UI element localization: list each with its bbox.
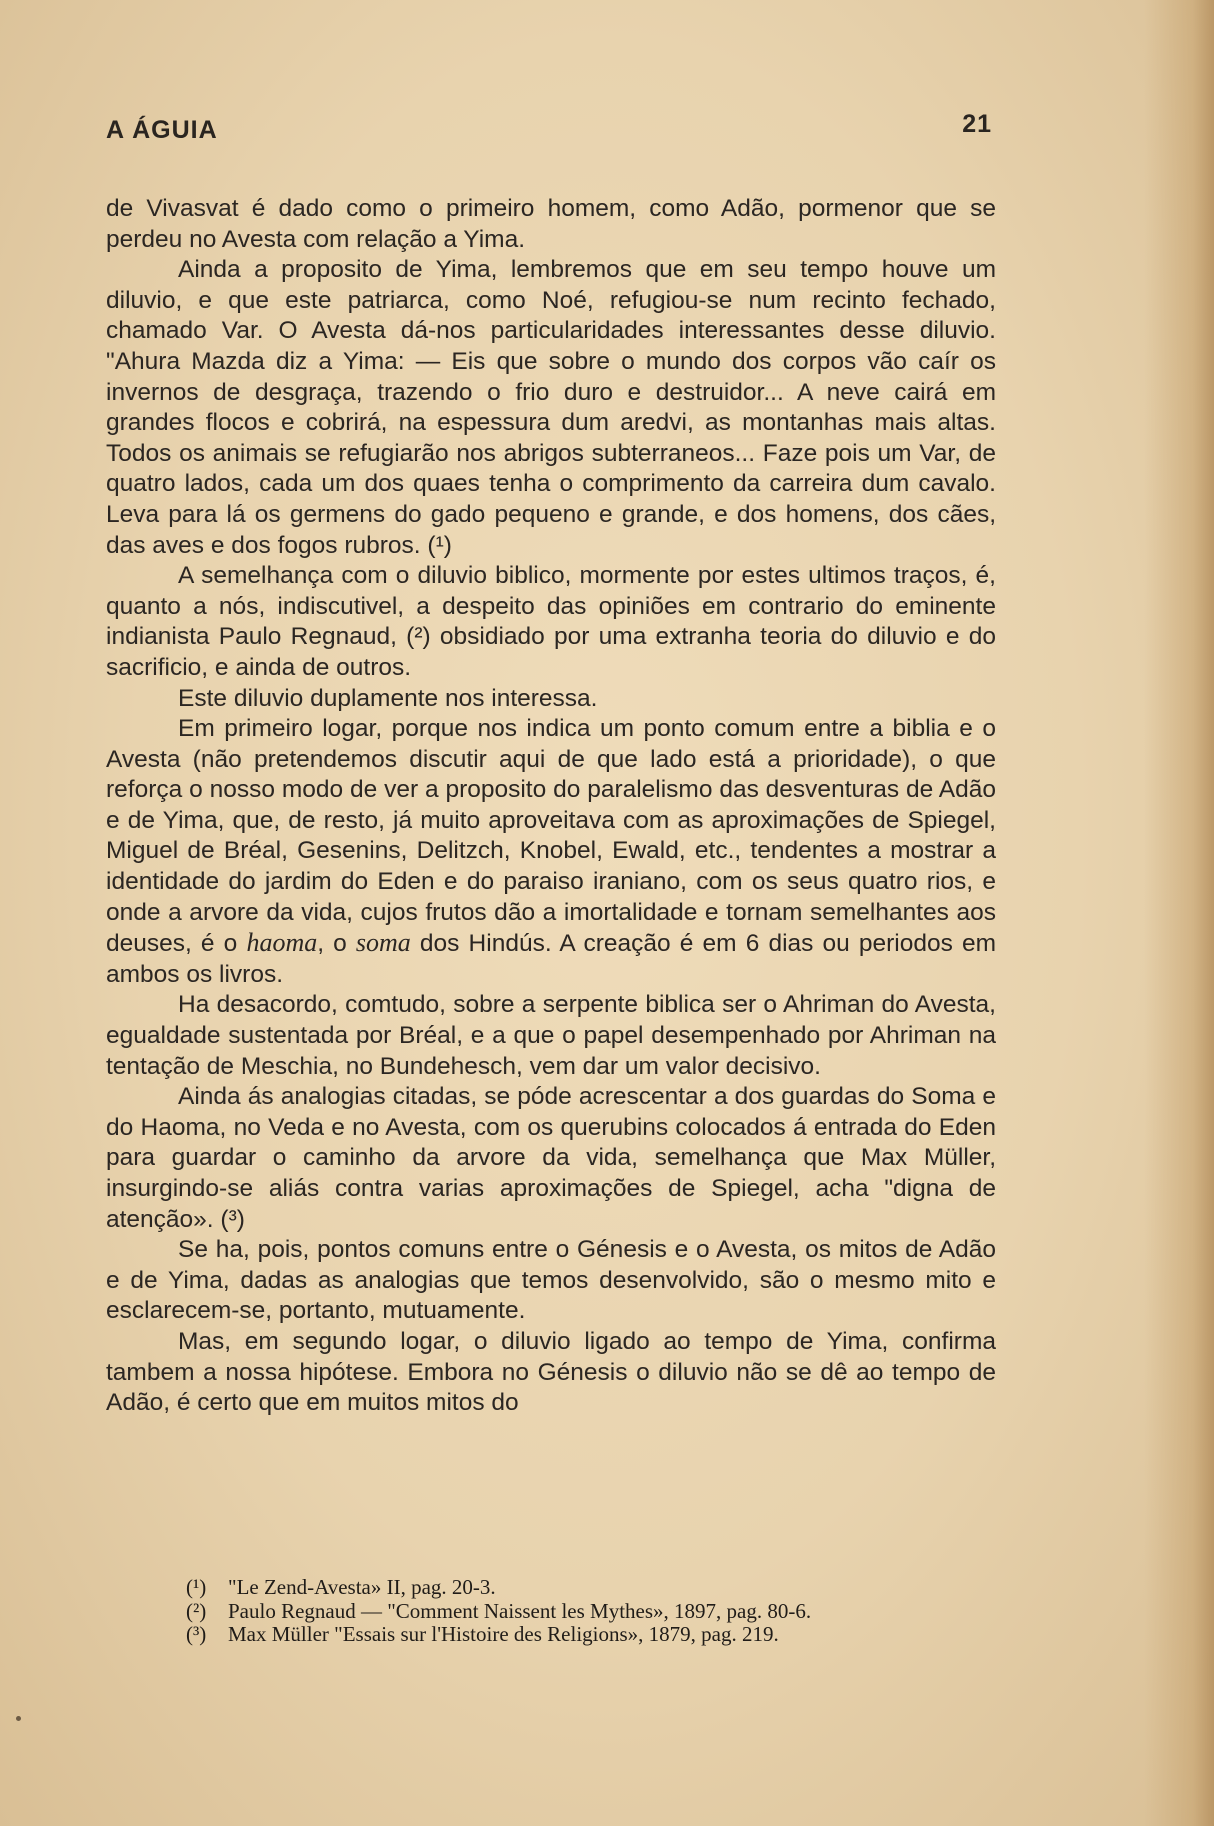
paragraph-5-text-a: Em primeiro logar, porque nos indica um ponto comum entre a biblia e o Avesta (não pretendemos discutir aqui de que lado está a prioridade), o que reforça o nosso modo de ver a proposito do paralelismo das desventuras de Adão e de Yima, que, de resto, já muito aproveitava com as aproximações de Spiegel, Miguel de Bréal, Gesenins, Delitzch, Knobel, Ewald, etc., tendentes a mostrar a identidade do jardim do Eden e do paraiso iraniano, com os seus quatro rios, e onde a arvore da vida, cujos frutos dão a imortalidade e tornam semelhantes aos deuses, é o [106,715,996,958]
paragraph-6: Ha desacordo, comtudo, sobre a serpente biblica ser o Ahriman do Avesta, egualdade sustentada por Bréal, e a que o papel desempenhado por Ahriman na tentação de Meschia, no Bundehesch, vem dar um valor decisivo. [106,991,996,1080]
paragraph-5 [106,714,996,990]
paper-speck [16,1716,21,1721]
italic-soma: soma [355,928,411,958]
footnote-text: Paulo Regnaud — "Comment Naissent les Mythes», 1897, pag. 80-6. [228,1598,812,1623]
paragraph-1: de Vivasvat é dado como o primeiro homem, como Adão, pormenor que se perdeu no Avesta com relação a Yima. [106,195,996,253]
footnotes [186,1576,986,1647]
footnote-marker: (³) [186,1622,207,1646]
footnote-3 [186,1623,986,1647]
body-text [106,194,996,1419]
page-header [106,110,992,144]
page-number: 21 [962,110,992,138]
paragraph-2: Ainda a proposito de Yima, lembremos que em seu tempo houve um diluvio, e que este patriarca, como Noé, refugiou-se num recinto fechado, chamado Var. O Avesta dá-nos particularidades interessantes desse diluvio. "Ahura Mazda diz a Yima: — Eis que sobre o mundo dos corpos vão caír os invernos de desgraça, trazendo o frio duro e destruidor... A neve cairá em grandes flocos e cobrirá, na espessura dum aredvi, as montanhas mais altas. Todos os animais se refugiarão nos abrigos subterraneos... Faze pois um Var, de quatro lados, cada um dos quaes tenha o comprimento da carreira dum cavalo. Leva para lá os germens do gado pequeno e grande, e dos homens, dos cães, das aves e dos fogos rubros. (¹) [106,256,996,559]
paragraph-9: Mas, em segundo logar, o diluvio ligado ao tempo de Yima, confirma tambem a nossa hipótese. Embora no Génesis o diluvio não se dê ao tempo de Adão, é certo que em muitos mitos do [106,1327,996,1417]
footnote-text: Max Müller "Essais sur l'Histoire des Religions», 1879, pag. 219. [228,1622,779,1646]
paragraph-8: Se ha, pois, pontos comuns entre o Génesis e o Avesta, os mitos de Adão e de Yima, dadas as analogias que temos desenvolvido, são o mesmo mito e esclarecem-se, portanto, mutuamente. [106,1236,996,1325]
italic-haoma: haoma [246,928,318,958]
page-edge-shadow [1144,0,1214,1826]
paragraph-5-text-b: , o [317,930,356,958]
running-title: A ÁGUIA [106,116,218,144]
paragraph-5-text-c: dos Hindús. A creação é em 6 dias ou periodos em ambos os livros. [106,930,997,988]
paragraph-4: Este diluvio duplamente nos interessa. [178,684,598,712]
footnote-1 [186,1576,986,1600]
footnote-marker: (¹) [186,1575,207,1599]
footnote-2 [186,1600,986,1624]
paragraph-3: A semelhança com o diluvio biblico, mormente por estes ultimos traços, é, quanto a nós, indiscutivel, a despeito das opiniões em contrario do eminente indianista Paulo Regnaud, (²) obsidiado por uma extranha teoria do diluvio e do sacrificio, e ainda de outros. [106,562,996,681]
footnote-text: "Le Zend-Avesta» II, pag. 20-3. [228,1575,496,1599]
paragraph-7: Ainda ás analogias citadas, se póde acrescentar a dos guardas do Soma e do Haoma, no Veda e no Avesta, com os querubins colocados á entrada do Eden para guardar o caminho da arvore da vida, semelhança que Max Müller, insurgindo-se aliás contra varias aproximações de Spiegel, acha "digna de atenção». (³) [106,1083,996,1233]
footnote-marker: (²) [186,1598,207,1623]
